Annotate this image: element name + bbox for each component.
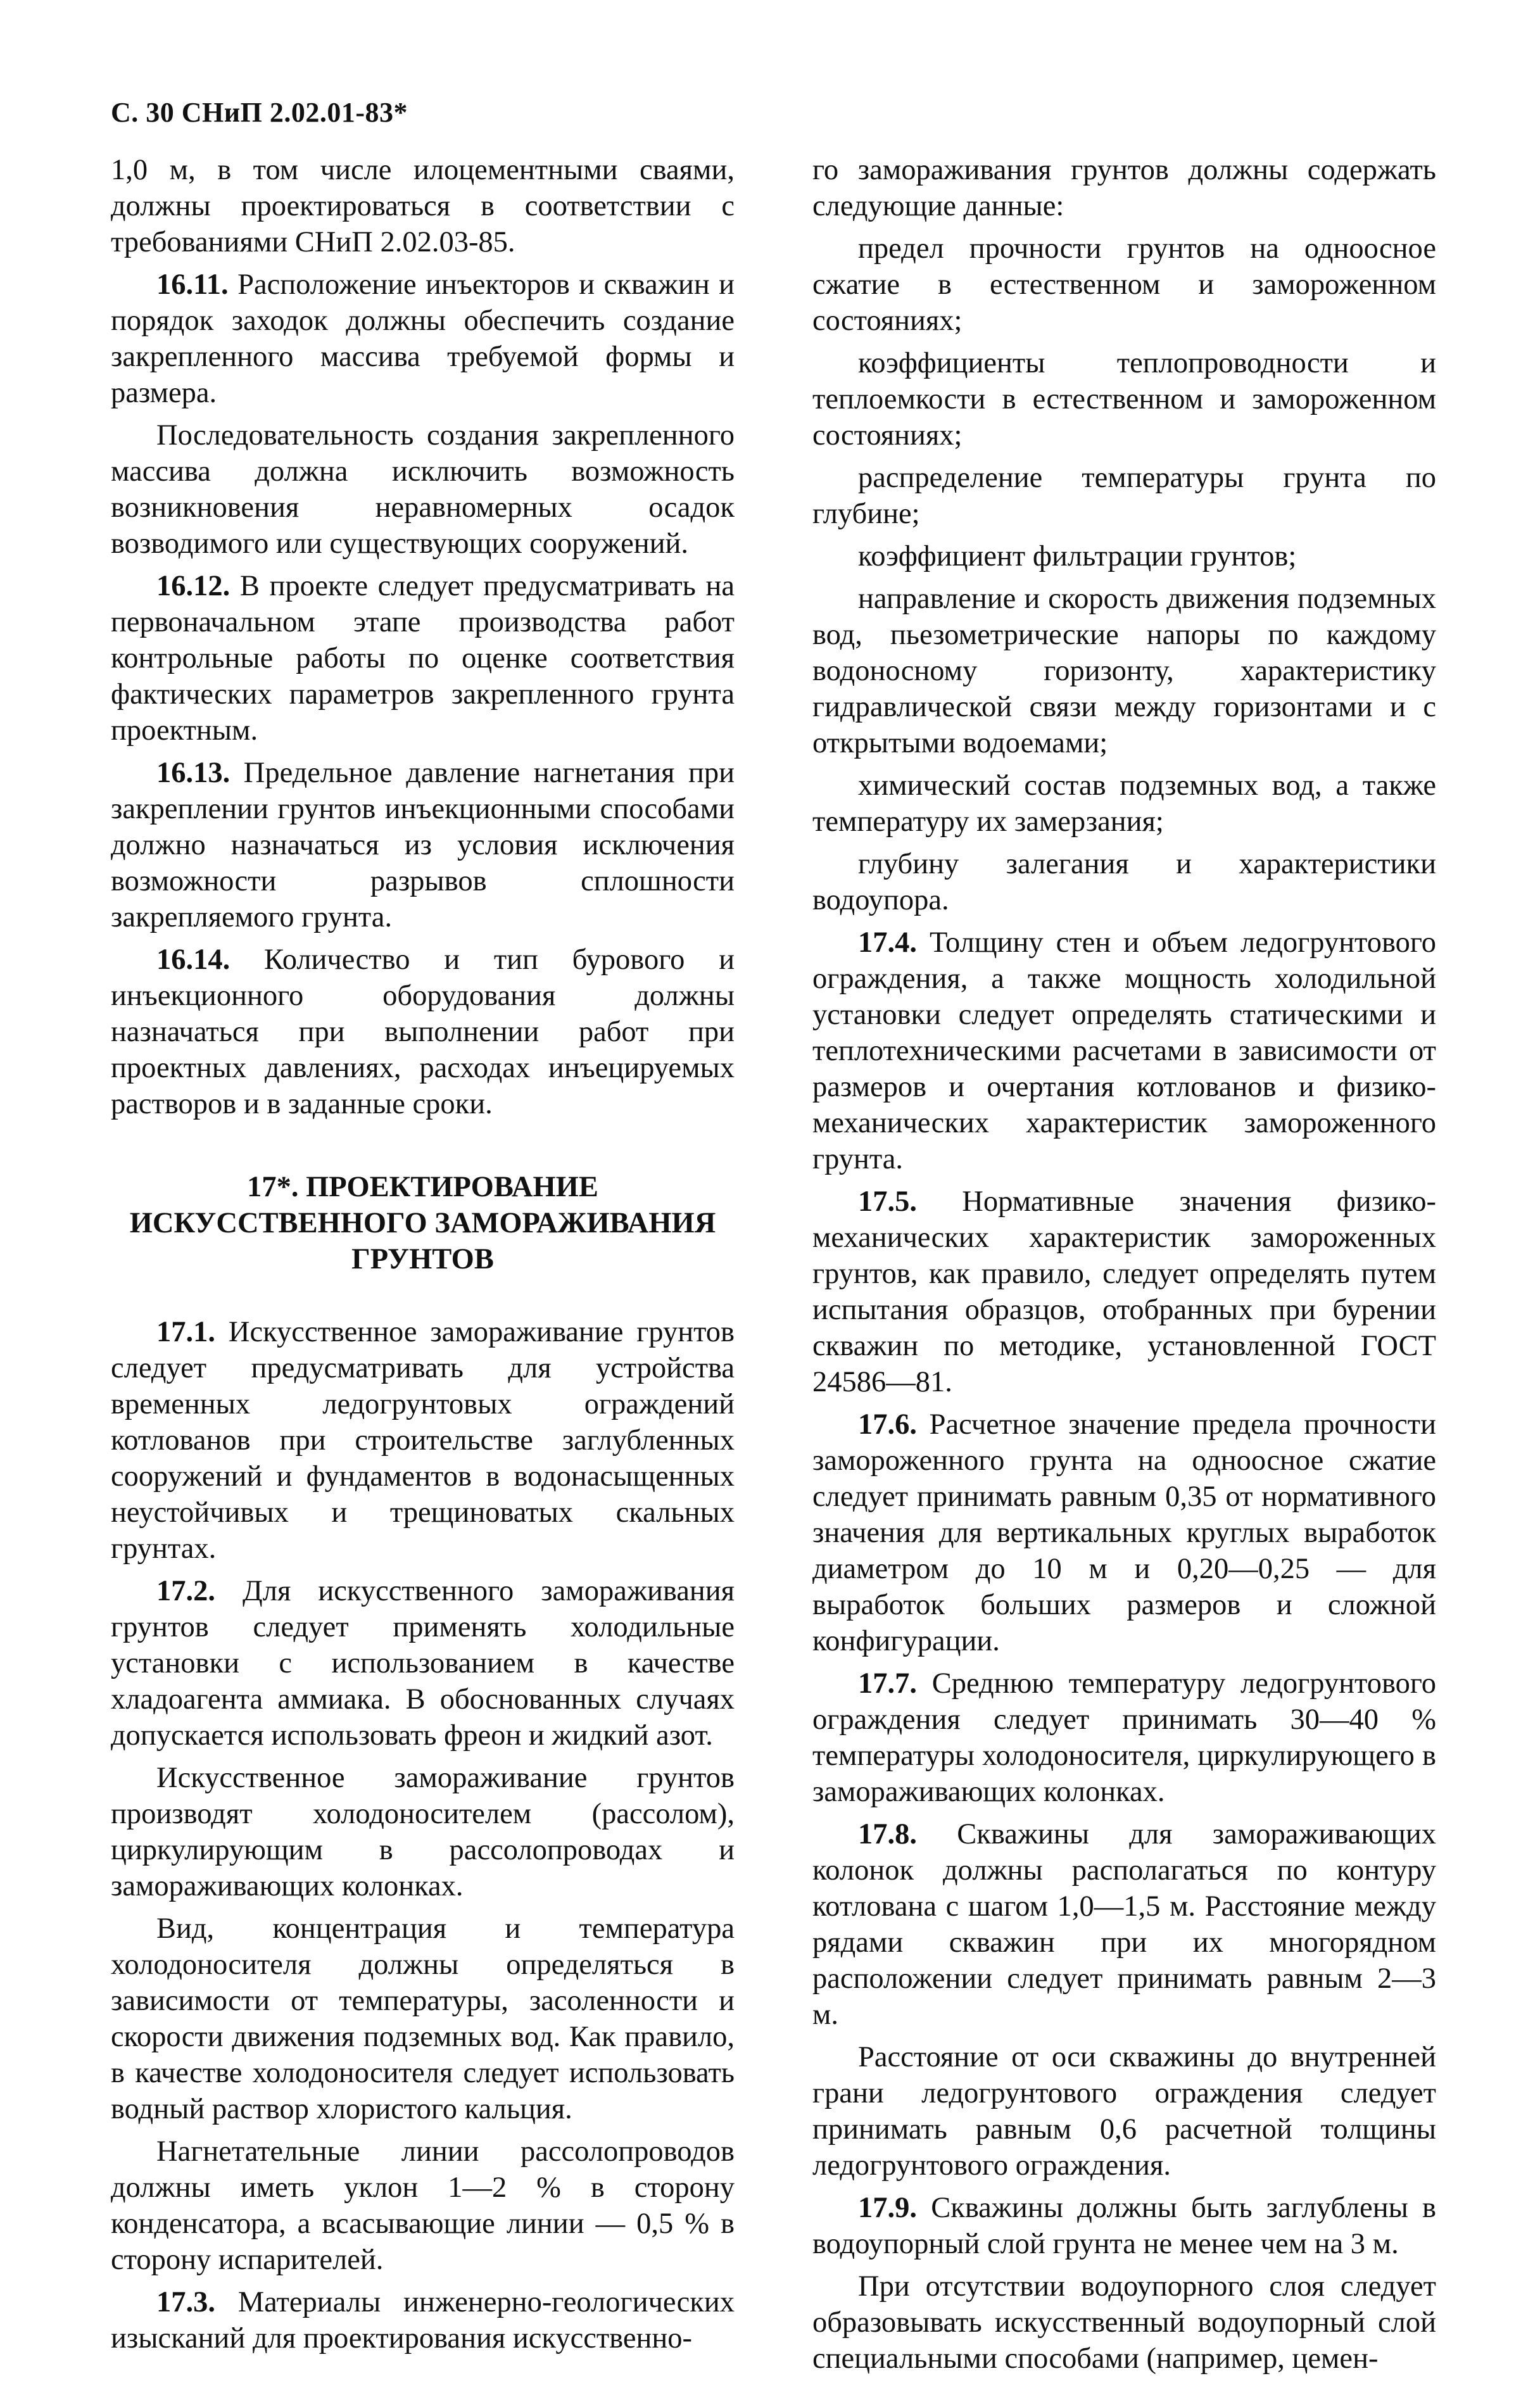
- clause-16-12: 16.12. В проекте следует предусматривать на первоначальном этапе производства работ контрольные работы по оценке соответствия фактических параметров закрепленного грунта проектным.: [111, 570, 735, 747]
- clause-17-4: 17.4. Толщину стен и объем ледогрунтового ограждения, а также мощность холодильной установки следует определять статическими и теплотехническими расчетами в зависимости от размеров и очертания котлованов и физико-механических характеристик замороженного грунта.: [812, 926, 1437, 1175]
- clause-17-2: 17.2. Для искусственного замораживания грунтов следует применять холодильные установки с использованием в качестве хладоагента аммиака. В обоснованных случаях допускается использовать фреон и жидкий азот.: [111, 1575, 735, 1752]
- clause-number: 16.14.: [156, 944, 230, 976]
- clause-number: 17.6.: [858, 1408, 917, 1441]
- list-item: химический состав подземных вод, а также температуру их замерзания;: [812, 769, 1436, 838]
- paragraph: При отсутствии водоупорного слоя следует образовывать искусственный водоупорный слой специальными способами (например, цемен-: [812, 2270, 1436, 2375]
- clause-17-1: 17.1. Искусственное замораживание грунтов следует предусматривать для устройства временных ледогрунтовых ограждений котлованов при строительстве заглубленных сооружений и фундаментов в водонасыщенных неустойчивых и трещиноватых скальных грунтах.: [111, 1316, 735, 1565]
- clause-17-6: 17.6. Расчетное значение предела прочности замороженного грунта на одноосное сжатие следует принимать равным 0,35 от нормативного значения для вертикальных круглых выработок диаметром до 10 м и 0,20—0,25 — для выработок больших размеров и сложной конфигурации.: [812, 1408, 1436, 1657]
- clause-number: 17.9.: [858, 2192, 917, 2224]
- list-item: коэффициенты теплопроводности и теплоемкости в естественном и замороженном состояниях;: [812, 347, 1436, 452]
- clause-16-11: 16.11. Расположение инъекторов и скважин и порядок заходок должны обеспечить создание закрепленного массива требуемой формы и размера.: [111, 269, 735, 409]
- clause-number: 17.4.: [858, 926, 917, 959]
- clause-number: 17.8.: [858, 1818, 917, 1850]
- clause-17-9: 17.9. Скважины должны быть заглублены в водоупорный слой грунта не менее чем на 3 м.: [812, 2192, 1436, 2260]
- paragraph: го замораживания грунтов должны содержать следующие данные:: [812, 154, 1436, 222]
- clause-16-13: 16.13. Предельное давление нагнетания при закреплении грунтов инъекционными способами должно назначаться из условия исключения возможности разрывов сплошности закрепляемого грунта.: [111, 757, 735, 933]
- clause-number: 17.1.: [156, 1316, 215, 1348]
- list-item: распределение температуры грунта по глубине;: [812, 462, 1436, 530]
- paragraph: Нагнетательные линии рассолопроводов должны иметь уклон 1—2 % в сторону конденсатора, а всасывающие линии — 0,5 % в сторону испарителей.: [111, 2135, 735, 2276]
- clause-number: 17.3.: [156, 2286, 215, 2318]
- clause-number: 16.12.: [156, 570, 230, 602]
- clause-16-14: 16.14. Количество и тип бурового и инъекционного оборудования должны назначаться при выполнении работ при проектных давлениях, расходах инъецируемых растворов и в заданные сроки.: [111, 944, 735, 1120]
- right-column: [812, 152, 1436, 2383]
- clause-number: 17.5.: [858, 1185, 917, 1218]
- list-item: глубину залегания и характеристики водоупора.: [812, 848, 1436, 916]
- list-item: коэффициент фильтрации грунтов;: [858, 540, 1297, 572]
- paragraph: Вид, концентрация и температура холодоносителя должны определяться в зависимости от температуры, засоленности и скорости движения подземных вод. Как правило, в качестве холодоносителя следует использовать водный раствор хлористого кальция.: [111, 1912, 735, 2125]
- page-header: С. 30 СНиП 2.02.01-83*: [111, 97, 408, 128]
- clause-17-5: 17.5. Нормативные значения физико-механических характеристик замороженных грунтов, как правило, следует определять путем испытания образцов, отобранных при бурении скважин по методике, установленной ГОСТ 24586—81.: [812, 1185, 1436, 1398]
- list-item: направление и скорость движения подземных вод, пьезометрические напоры по каждому водоносному горизонту, характеристику гидравлической связи между горизонтами и с открытыми водоемами;: [812, 583, 1436, 759]
- paragraph: 1,0 м, в том числе илоцементными сваями, должны проектироваться в соответствии с требованиями СНиП 2.02.03-85.: [111, 154, 735, 258]
- list-item: предел прочности грунтов на одноосное сжатие в естественном и замороженном состояниях;: [812, 232, 1436, 337]
- clause-17-3: 17.3. Материалы инженерно-геологических изысканий для проектирования искусственно-: [111, 2286, 735, 2355]
- clause-17-7: 17.7. Среднюю температуру ледогрунтового ограждения следует принимать 30—40 % температуры холодоносителя, циркулирующего в замораживающих колонках.: [812, 1667, 1436, 1808]
- section-heading: 17*. ПРОЕКТИРОВАНИЕ ИСКУССТВЕННОГО ЗАМОРАЖИВАНИЯ ГРУНТОВ: [129, 1171, 716, 1275]
- clause-number: 16.13.: [156, 757, 230, 789]
- paragraph: Последовательность создания закрепленного массива должна исключить возможность возникновения неравномерных осадок возводимого или существующих сооружений.: [111, 419, 735, 560]
- paragraph: Искусственное замораживание грунтов производят холодоносителем (рассолом), циркулирующим в рассолопроводах и замораживающих колонках.: [111, 1762, 735, 1902]
- left-column: [111, 152, 735, 2363]
- paragraph: Расстояние от оси скважины до внутренней грани ледогрунтового ограждения следует принимать равным 0,6 расчетной толщины ледогрунтового ограждения.: [812, 2041, 1436, 2182]
- clause-number: 16.11.: [156, 269, 229, 301]
- clause-number: 17.2.: [156, 1575, 215, 1607]
- clause-number: 17.7.: [858, 1667, 917, 1700]
- clause-17-8: 17.8. Скважины для замораживающих колонок должны располагаться по контуру котлована с шагом 1,0—1,5 м. Расстояние между рядами скважин при их многорядном расположении следует принимать равным 2—3 м.: [812, 1818, 1437, 2031]
